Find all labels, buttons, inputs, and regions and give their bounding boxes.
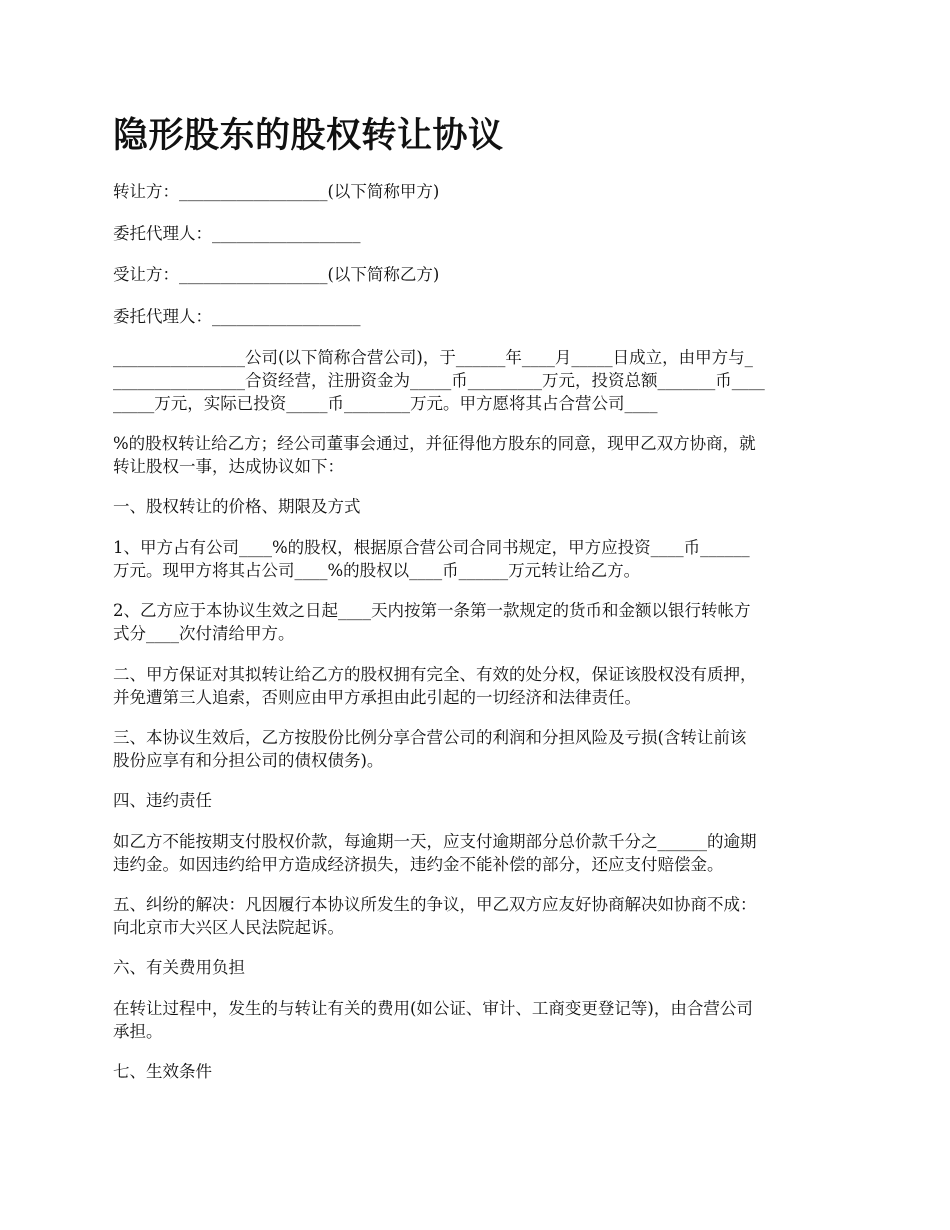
transferor-agent-line: 委托代理人：__________________ <box>113 224 361 243</box>
transferor-line: 转让方：__________________(以下简称甲方) <box>113 182 440 201</box>
breach-paragraph: 如乙方不能按期支付股权价款，每逾期一天，应支付逾期部分总价款千分之______的逾期 违约金。如因违约给甲方造成经济损失，违约金不能补偿的部分，还应支付赔偿金。 <box>113 832 757 874</box>
document-title: 隐形股东的股权转让协议 <box>113 116 504 156</box>
transferee-line: 受让方：__________________(以下简称乙方) <box>113 265 440 284</box>
section-heading-effective-conditions: 七、生效条件 <box>113 1062 212 1081</box>
section-5-dispute-paragraph: 五、纠纷的解决：凡因履行本协议所发生的争议，甲乙双方应友好协商解决如协商不成： 向北京市大兴区人民法院起诉。 <box>113 895 757 937</box>
fees-paragraph: 在转让过程中，发生的与转让有关的费用(如公证、审计、工商变更登记等)，由合营公司 承担。 <box>113 999 753 1041</box>
section-heading-fees: 六、有关费用负担 <box>113 958 245 977</box>
section-heading-breach-liability: 四、违约责任 <box>113 791 212 810</box>
company-background-paragraph: ________________公司(以下简称合营公司)，于______年____月_____日成立，由甲方与_ ________________合资经营，注册资金为_____币_________万元，投资总额_______币____ _____万元，实际已投资_____币________万元。甲方愿将其占合营公司____ <box>113 348 765 413</box>
section-2-warranty-paragraph: 二、甲方保证对其拟转让给乙方的股权拥有完全、有效的处分权，保证该股权没有质押， 并免遭第三人追索，否则应由甲方承担由此引起的一切经济和法律责任。 <box>113 665 757 707</box>
clause-1-paragraph: 1、甲方占有公司____%的股权，根据原合营公司合同书规定，甲方应投资____币______ 万元。现甲方将其占公司____%的股权以____币______万元转让给乙方。 <box>113 538 750 580</box>
transferee-agent-line: 委托代理人：__________________ <box>113 307 361 326</box>
clause-2-paragraph: 2、乙方应于本协议生效之日起____天内按第一条第一款规定的货币和金额以银行转帐方 式分____次付清给甲方。 <box>113 601 751 643</box>
section-heading-price-term-method: 一、股权转让的价格、期限及方式 <box>113 497 361 516</box>
section-3-profit-sharing-paragraph: 三、本协议生效后，乙方按股份比例分享合营公司的利润和分担风险及亏损(含转让前该 股份应享有和分担公司的债权债务)。 <box>113 728 747 770</box>
intent-paragraph: %的股权转让给乙方；经公司董事会通过，并征得他方股东的同意，现甲乙双方协商，就 转让股权一事，达成协议如下： <box>113 434 756 476</box>
